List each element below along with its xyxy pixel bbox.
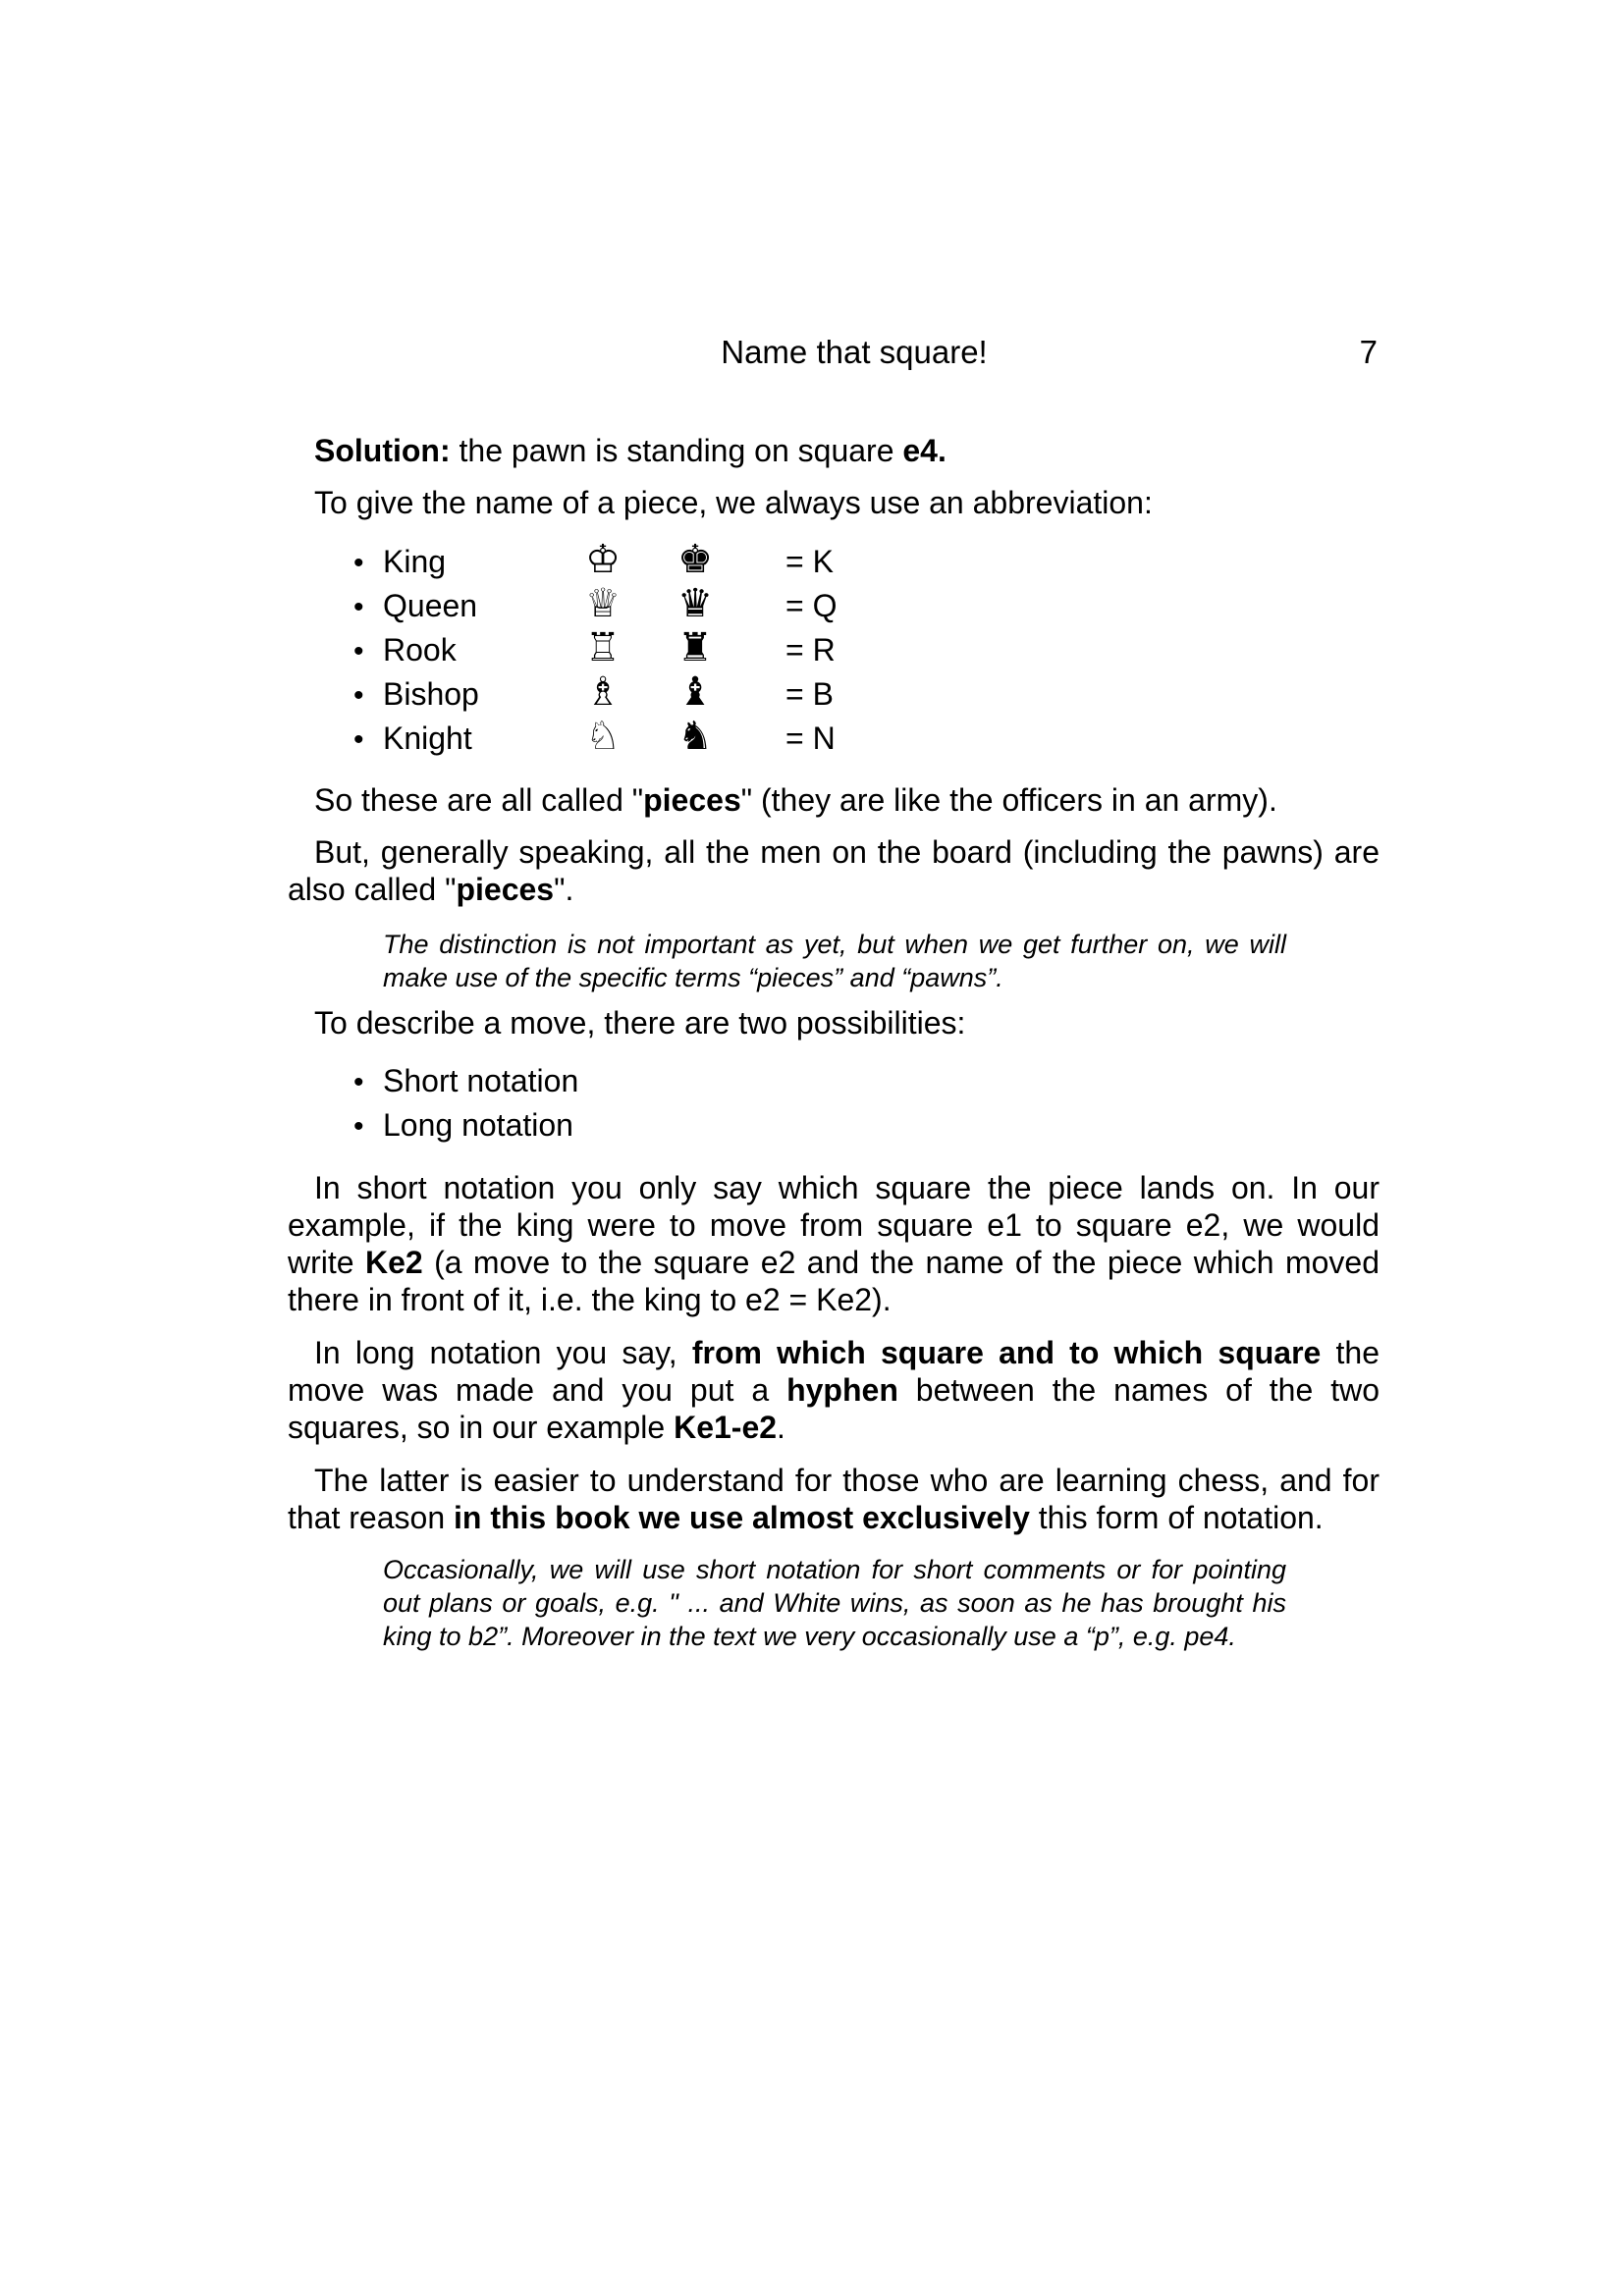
solution-text: the pawn is standing on square: [450, 433, 903, 468]
piece-name: Queen: [383, 588, 478, 623]
piece-abbr: = Q: [785, 588, 838, 623]
piece-name: Knight: [383, 721, 472, 756]
so-these-text: So these are all called ": [314, 782, 644, 818]
piece-row-king: [288, 538, 1380, 582]
notation-option-long: [288, 1103, 1380, 1148]
piece-name: King: [383, 544, 447, 579]
page-header: [288, 334, 1380, 373]
white-knight-icon: ♘: [585, 714, 621, 759]
solution-paragraph: [288, 432, 1380, 469]
piece-name: Rook: [383, 632, 457, 667]
so-these-text: " (they are like the officers in an army).: [740, 782, 1277, 818]
ke1-e2-bold: Ke1-e2: [674, 1410, 778, 1445]
page-number: 7: [1359, 334, 1378, 370]
but-generally-paragraph: [288, 833, 1380, 908]
describe-move-paragraph: To describe a move, there are two possibilities:: [314, 1005, 966, 1041]
give-name-paragraph: To give the name of a piece, we always use an abbreviation:: [314, 485, 1153, 520]
note-occasionally: Occasionally, we will use short notation for short comments or for pointing out plans or goals, e.g. " ... and White wins, as soon as he has brought his king to b2”. Moreover in the text we very occasionally use a “p”, e.g. pe4.: [383, 1555, 1286, 1651]
solution-square: e4.: [902, 433, 947, 468]
piece-abbr: = B: [785, 676, 834, 712]
bullet-icon: •: [353, 635, 364, 667]
latter-text: this form of notation.: [1029, 1500, 1324, 1535]
bullet-icon: •: [353, 1110, 364, 1143]
long-notation-text: In long notation you say,: [314, 1335, 692, 1370]
long-notation-text: the move was made and you put a: [288, 1335, 1380, 1408]
so-these-paragraph: [288, 781, 1380, 819]
latter-text: The latter is easier to understand for those who are learning chess, and for that reason: [288, 1463, 1380, 1535]
solution-label: Solution:: [314, 433, 451, 468]
long-notation-paragraph: [288, 1334, 1380, 1446]
black-queen-icon: ♛: [677, 581, 713, 626]
black-king-icon: ♚: [677, 537, 713, 582]
black-rook-icon: ♜: [677, 625, 713, 670]
notation-option-label: Long notation: [383, 1107, 573, 1143]
piece-name: Bishop: [383, 676, 479, 712]
note-distinction: The distinction is not important as yet, but when we get further on, we will make use of the specific terms “pieces” and “pawns”.: [383, 930, 1286, 992]
piece-abbr: = R: [785, 632, 836, 667]
notation-option-label: Short notation: [383, 1063, 579, 1098]
hyphen-bold: hyphen: [786, 1372, 898, 1408]
but-generally-text: ".: [554, 872, 574, 907]
short-notation-paragraph: [288, 1169, 1380, 1318]
pieces-bold: pieces: [456, 872, 555, 907]
notation-option-short: [288, 1059, 1380, 1103]
exclusively-bold: in this book we use almost exclusively: [454, 1500, 1030, 1535]
long-notation-text: between the names of the two squares, so in our example: [288, 1372, 1380, 1445]
white-bishop-icon: ♗: [585, 669, 621, 715]
short-notation-text: (a move to the square e2 and the name of the piece which moved there in front of it, i.e. the king to e2 = Ke2).: [288, 1245, 1380, 1317]
pieces-bold: pieces: [643, 782, 741, 818]
black-knight-icon: ♞: [677, 714, 713, 759]
white-king-icon: ♔: [585, 537, 621, 582]
but-generally-text: But, generally speaking, all the men on the board (including the pawns) are also called ": [288, 834, 1380, 907]
piece-row-knight: [288, 715, 1380, 759]
bullet-icon: •: [353, 1066, 364, 1098]
bullet-icon: •: [353, 679, 364, 712]
short-notation-text: In short notation you only say which square the piece lands on. In our example, if the king were to move from square e1 to square e2, we would write: [288, 1170, 1380, 1280]
white-rook-icon: ♖: [585, 625, 621, 670]
page-title: Name that square!: [721, 334, 988, 370]
latter-paragraph: [288, 1462, 1380, 1536]
piece-abbr: = N: [785, 721, 836, 756]
page-content: [288, 432, 1380, 1653]
bullet-icon: •: [353, 591, 364, 623]
piece-abbr: = K: [785, 544, 834, 579]
bullet-icon: •: [353, 547, 364, 579]
notation-options-list: [288, 1059, 1380, 1148]
black-bishop-icon: ♝: [677, 669, 713, 715]
piece-abbreviation-list: [288, 538, 1380, 759]
white-queen-icon: ♕: [585, 581, 621, 626]
bullet-icon: •: [353, 723, 364, 756]
piece-row-queen: [288, 582, 1380, 626]
from-to-bold: from which square and to which square: [691, 1335, 1322, 1370]
piece-row-bishop: [288, 670, 1380, 715]
piece-row-rook: [288, 626, 1380, 670]
ke2-bold: Ke2: [364, 1245, 423, 1280]
long-notation-text: .: [777, 1410, 785, 1445]
